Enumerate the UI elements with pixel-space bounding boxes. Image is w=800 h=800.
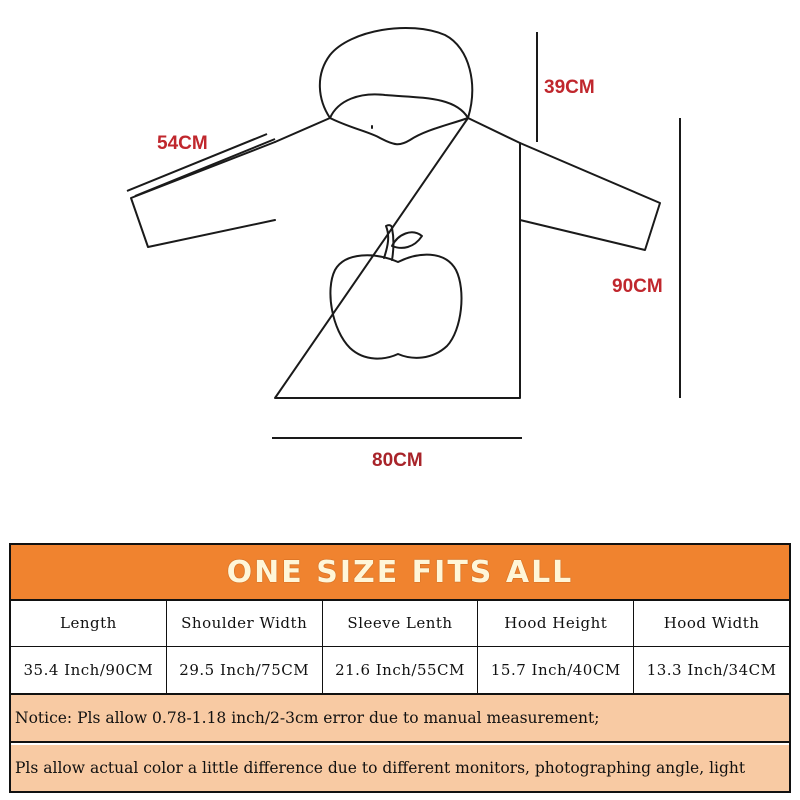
hood-collar [330,118,468,144]
size-banner [11,545,789,601]
sleeve-length-label: 54CM [157,133,208,154]
value-hood-height: 15.7 Inch/40CM [478,647,634,693]
header-sleeve-length: Sleeve Lenth [323,599,479,646]
value-hood-width: 13.3 Inch/34CM [646,661,777,679]
body-width-label: 80CM [372,450,423,471]
size-table [9,543,791,793]
header-hood-width: Hood Width [663,613,760,632]
left-sleeve [131,142,275,247]
apple-leaf [392,232,422,248]
table-header-row [11,599,789,647]
hood-height-label: 39CM [544,77,595,98]
hood-inner [330,94,468,118]
notice-measurement: Notice: Pls allow 0.78-1.18 inch/2-3cm error due to manual measurement; [11,695,789,743]
table-values-row [11,647,789,695]
header-length: Length [11,599,167,646]
hood-outer [320,28,472,118]
size-banner-text: ONE SIZE FITS ALL [226,554,574,590]
value-length: 35.4 Inch/90CM [11,647,167,693]
apple-stem [384,225,394,260]
body-outline [275,118,520,398]
apple-pocket [330,255,461,359]
header-hood-height: Hood Height [478,599,634,646]
header-shoulder-width: Shoulder Width [167,599,323,646]
value-shoulder-width: 29.5 Inch/75CM [167,647,323,693]
value-sleeve-length: 21.6 Inch/55CM [323,647,479,693]
body-length-label: 90CM [612,276,663,297]
notice-color: Pls allow actual color a little difference due to different monitors, photographing angle, light [11,745,789,791]
right-sleeve [520,143,660,250]
